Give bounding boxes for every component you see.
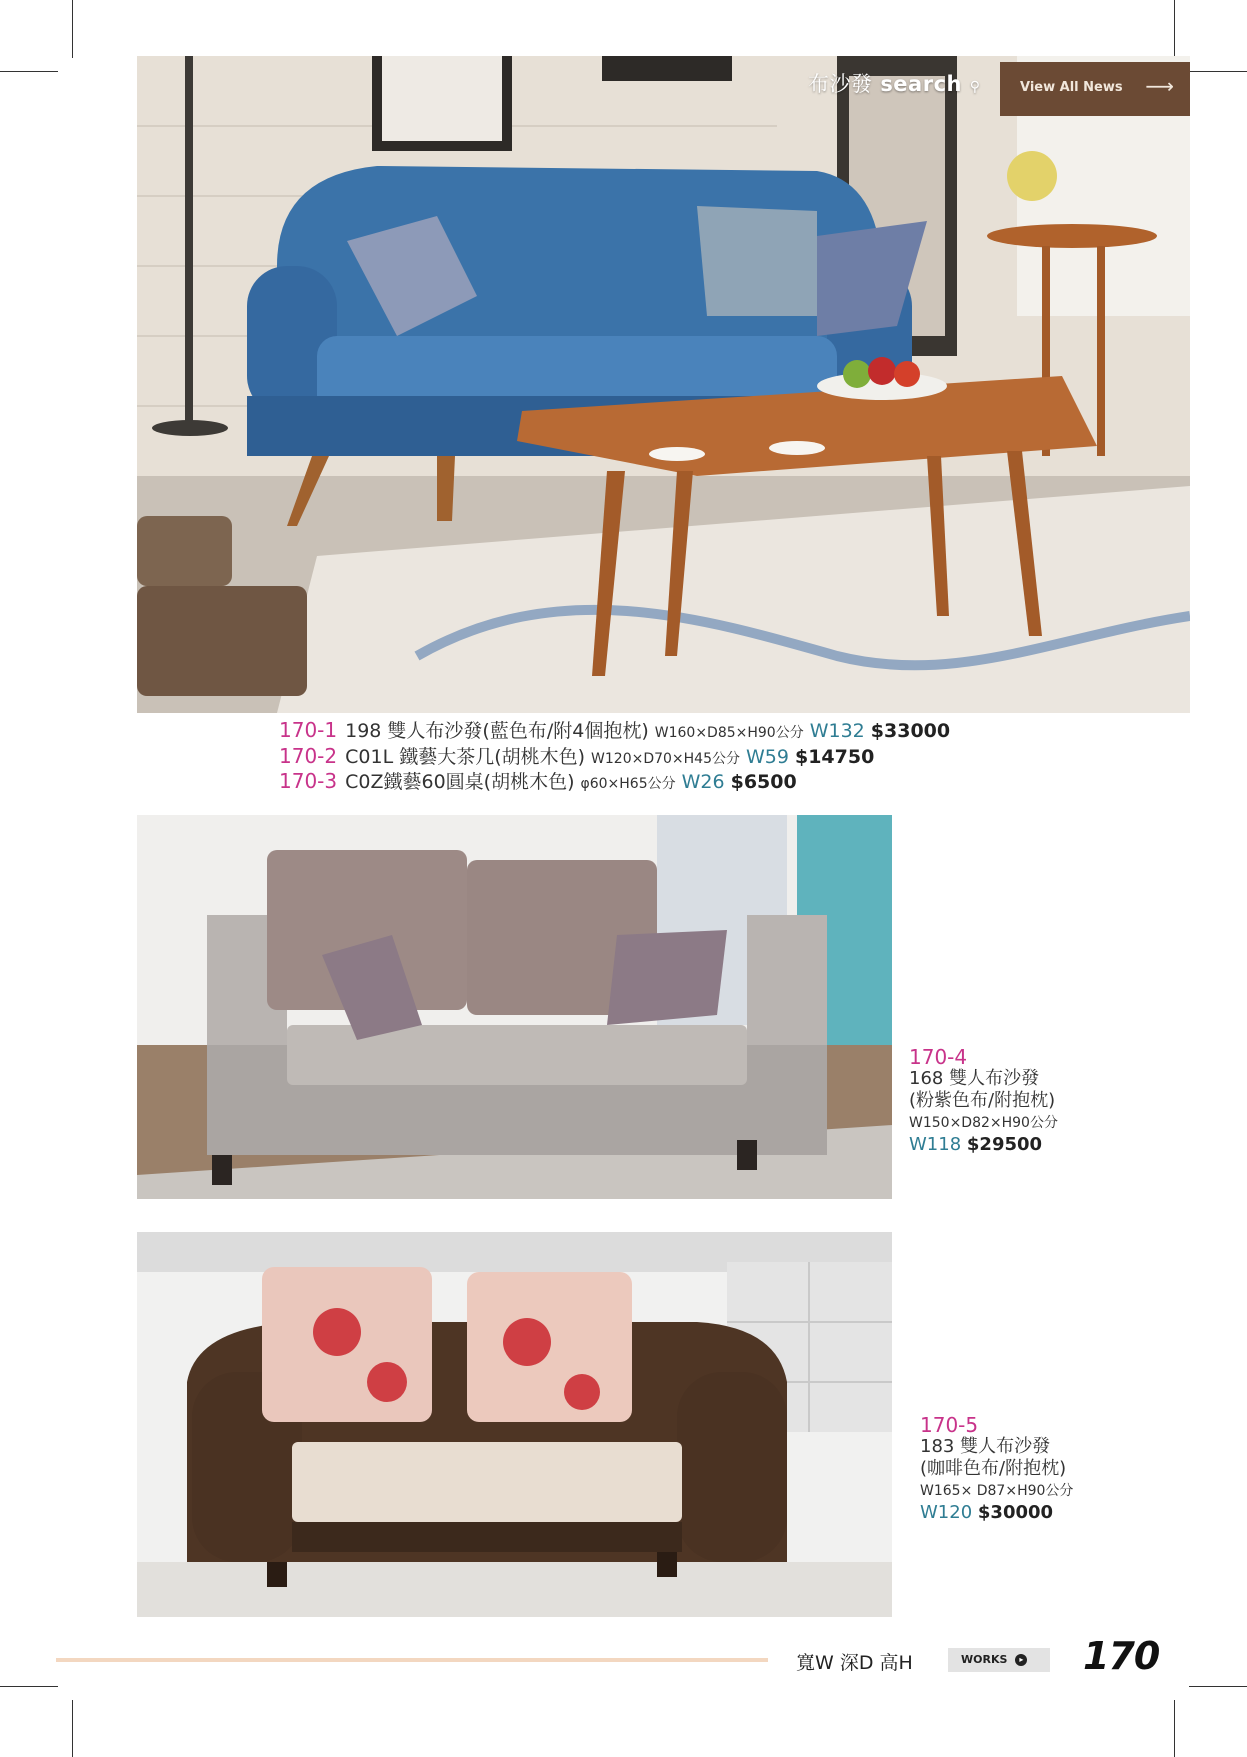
product-dims: W150×D82×H90公分	[909, 1115, 1058, 1131]
product-caption	[909, 1046, 1058, 1156]
view-all-news-label: View All News	[1020, 80, 1123, 95]
product-width-code: W120	[920, 1502, 973, 1523]
product-price: $6500	[730, 771, 797, 793]
product-name: C01L 鐵藝大茶几(胡桃木色)	[345, 746, 586, 768]
chevron-right-icon: ▸	[1015, 1654, 1027, 1666]
works-label: WORKS	[961, 1653, 1008, 1666]
product-dims: W120×D70×H45公分	[591, 751, 740, 767]
view-all-news-button[interactable]	[1000, 62, 1190, 116]
crop-mark	[1189, 71, 1247, 72]
product-code: 170-3	[279, 769, 338, 793]
product-width-code: W26	[681, 771, 725, 793]
dimension-legend: 寬W 深D 高H	[796, 1652, 913, 1674]
product-caption	[920, 1414, 1073, 1524]
photo-blue-sofa	[137, 56, 1190, 713]
product-name: 183 雙人布沙發	[920, 1436, 1051, 1457]
crop-mark	[1174, 1700, 1175, 1757]
crop-mark	[72, 1700, 73, 1757]
crop-mark	[0, 71, 58, 72]
product-width-code: W132	[809, 720, 865, 742]
product-price: $29500	[966, 1134, 1043, 1155]
product-variant: (粉紫色布/附抱枕)	[909, 1090, 1056, 1111]
search-label-cjk: 布沙發	[808, 72, 873, 96]
product-width-code: W118	[909, 1134, 962, 1155]
product-caption	[279, 716, 950, 743]
footer-rule	[56, 1658, 768, 1662]
product-caption	[279, 767, 797, 794]
product-dims: W165× D87×H90公分	[920, 1483, 1074, 1499]
product-price: $30000	[977, 1502, 1054, 1523]
product-width-code: W59	[746, 746, 789, 768]
product-name: 198 雙人布沙發(藍色布/附4個抱枕)	[345, 720, 649, 742]
photo-brown-sofa	[137, 1232, 892, 1617]
works-button[interactable]	[948, 1648, 1050, 1672]
search-bar[interactable]	[808, 68, 981, 98]
product-code: 170-1	[279, 718, 338, 742]
product-name: 168 雙人布沙發	[909, 1068, 1040, 1089]
photo-grey-sofa	[137, 815, 892, 1199]
crop-mark	[0, 1686, 58, 1687]
product-code: 170-5	[920, 1413, 979, 1437]
crop-mark	[72, 0, 73, 58]
product-name: C0Z鐵藝60圓桌(胡桃木色)	[345, 771, 575, 793]
product-variant: (咖啡色布/附抱枕)	[920, 1458, 1067, 1479]
crop-mark	[1174, 0, 1175, 58]
product-code: 170-4	[909, 1045, 968, 1069]
product-code: 170-2	[279, 744, 338, 768]
crop-mark	[1189, 1686, 1247, 1687]
search-label: search	[880, 72, 962, 96]
product-caption	[279, 742, 874, 769]
product-price: $33000	[870, 720, 951, 742]
product-dims: W160×D85×H90公分	[654, 725, 804, 741]
search-icon[interactable]: ⚲	[969, 79, 981, 95]
product-dims: φ60×H65公分	[580, 776, 676, 792]
arrow-right-icon: ⟶	[1145, 74, 1174, 98]
page-number: 170	[1083, 1634, 1160, 1678]
product-price: $14750	[794, 746, 875, 768]
